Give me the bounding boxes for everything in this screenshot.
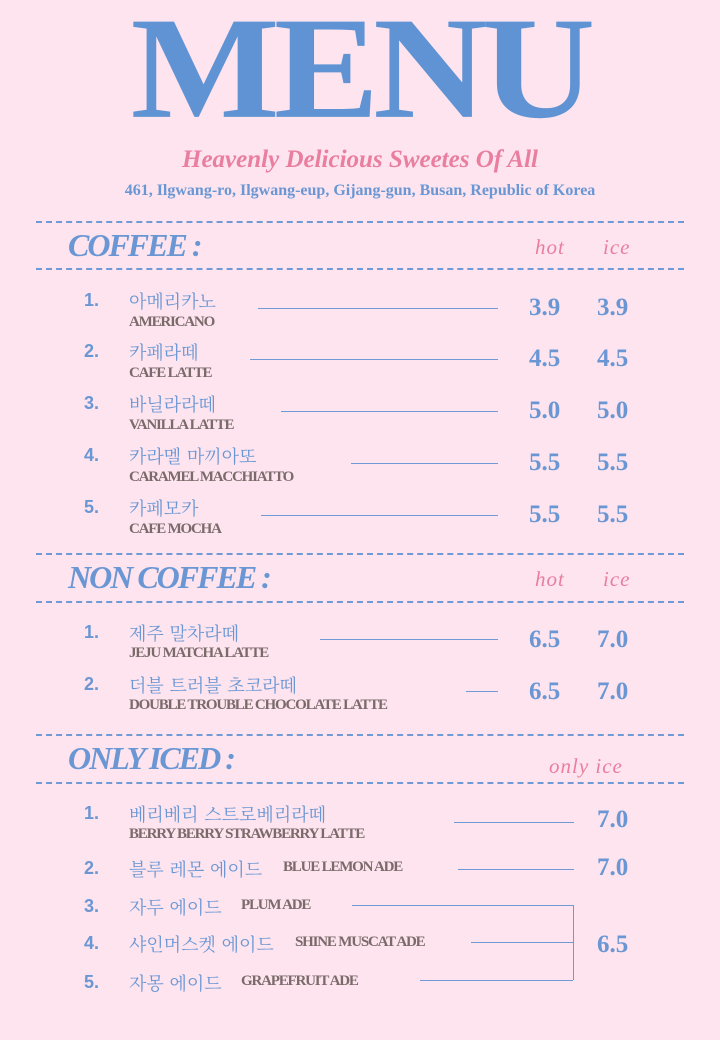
item-name-korean: 카페모카 (129, 499, 199, 520)
leader-line (471, 942, 573, 943)
divider (36, 553, 684, 555)
address: 461, Ilgwang-ro, Ilgwang-eup, Gijang-gun, Busan, Republic of Korea (124, 182, 596, 199)
item-name-english: CARAMEL MACCHIATTO (129, 469, 294, 485)
item-name-korean: 베리베리 스트로베리라떼 (129, 805, 326, 826)
item-name-english: CAFE MOCHA (129, 521, 221, 537)
item-name-english: GRAPEFRUIT ADE (241, 973, 358, 989)
item-name-korean: 바닐라라떼 (129, 395, 216, 416)
item-name-korean: 제주 말차라떼 (129, 624, 240, 645)
item-number: 2. (84, 858, 100, 878)
item-number: 1. (84, 803, 100, 823)
item-name-korean: 더블 트러블 초코라떼 (129, 676, 297, 697)
item-number: 2. (84, 674, 100, 694)
item-number: 3. (84, 896, 100, 916)
leader-line (454, 822, 574, 823)
leader-line (261, 515, 498, 516)
item-number: 2. (84, 341, 100, 361)
item-name-korean: 자두 에이드 (129, 898, 222, 919)
price-ice: 5.0 (597, 397, 629, 424)
menu-title: MENU (130, 0, 590, 150)
section-title-coffee: COFFEE : (68, 227, 201, 263)
item-name-korean: 카페라떼 (129, 343, 199, 364)
price-ice: 4.5 (597, 345, 629, 372)
section-title-only-iced: ONLY ICED : (68, 740, 234, 776)
item-number: 5. (84, 497, 100, 517)
item-number: 5. (84, 972, 100, 992)
item-number: 3. (84, 393, 100, 413)
leader-line (320, 639, 498, 640)
leader-line (458, 869, 574, 870)
divider (36, 734, 684, 736)
item-name-english: PLUM ADE (241, 897, 311, 913)
item-name-english: AMERICANO (129, 314, 215, 330)
divider (36, 601, 684, 603)
column-hot: hot (535, 235, 565, 259)
column-ice: ice (603, 567, 631, 591)
price-ice: 7.0 (597, 854, 629, 881)
price-hot: 5.5 (529, 449, 561, 476)
divider (36, 268, 684, 270)
item-name-english: DOUBLE TROUBLE CHOCOLATE LATTE (129, 697, 387, 713)
item-name-english: BLUE LEMON ADE (283, 859, 403, 875)
leader-line (258, 308, 498, 309)
price-hot: 6.5 (529, 626, 561, 653)
price-hot: 5.5 (529, 501, 561, 528)
price-hot: 5.0 (529, 397, 561, 424)
leader-line (466, 691, 498, 692)
price-hot: 4.5 (529, 345, 561, 372)
leader-line (420, 980, 573, 981)
item-number: 4. (84, 933, 100, 953)
subtitle: Heavenly Delicious Sweetes Of All (182, 146, 538, 173)
price-ice: 7.0 (597, 678, 629, 705)
price-ice: 5.5 (597, 449, 629, 476)
item-number: 1. (84, 290, 100, 310)
column-ice: ice (603, 235, 631, 259)
section-title-non-coffee: NON COFFEE : (68, 559, 270, 595)
leader-line (281, 411, 498, 412)
item-number: 1. (84, 622, 100, 642)
item-name-korean: 자몽 에이드 (129, 974, 222, 995)
item-name-korean: 카라멜 마끼아또 (129, 447, 257, 468)
leader-line (352, 905, 573, 906)
column-hot: hot (535, 567, 565, 591)
item-name-english: VANILLA LATTE (129, 417, 234, 433)
item-name-english: CAFE LATTE (129, 365, 212, 381)
group-bracket (573, 905, 574, 980)
item-name-korean: 샤인머스켓 에이드 (129, 935, 274, 956)
column-only-ice: only ice (549, 754, 623, 778)
divider (36, 782, 684, 784)
group-price: 6.5 (597, 931, 629, 958)
leader-line (250, 359, 498, 360)
leader-line (351, 463, 498, 464)
price-hot: 6.5 (529, 678, 561, 705)
item-name-english: BERRY BERRY STRAWBERRY LATTE (129, 826, 365, 842)
price-ice: 7.0 (597, 806, 629, 833)
divider (36, 221, 684, 223)
price-ice: 5.5 (597, 501, 629, 528)
price-ice: 3.9 (597, 294, 629, 321)
price-hot: 3.9 (529, 294, 561, 321)
item-name-korean: 아메리카노 (129, 292, 216, 313)
item-name-english: JEJU MATCHA LATTE (129, 645, 269, 661)
price-ice: 7.0 (597, 626, 629, 653)
item-name-english: SHINE MUSCAT ADE (295, 934, 425, 950)
item-name-korean: 블루 레몬 에이드 (129, 860, 263, 881)
item-number: 4. (84, 445, 100, 465)
